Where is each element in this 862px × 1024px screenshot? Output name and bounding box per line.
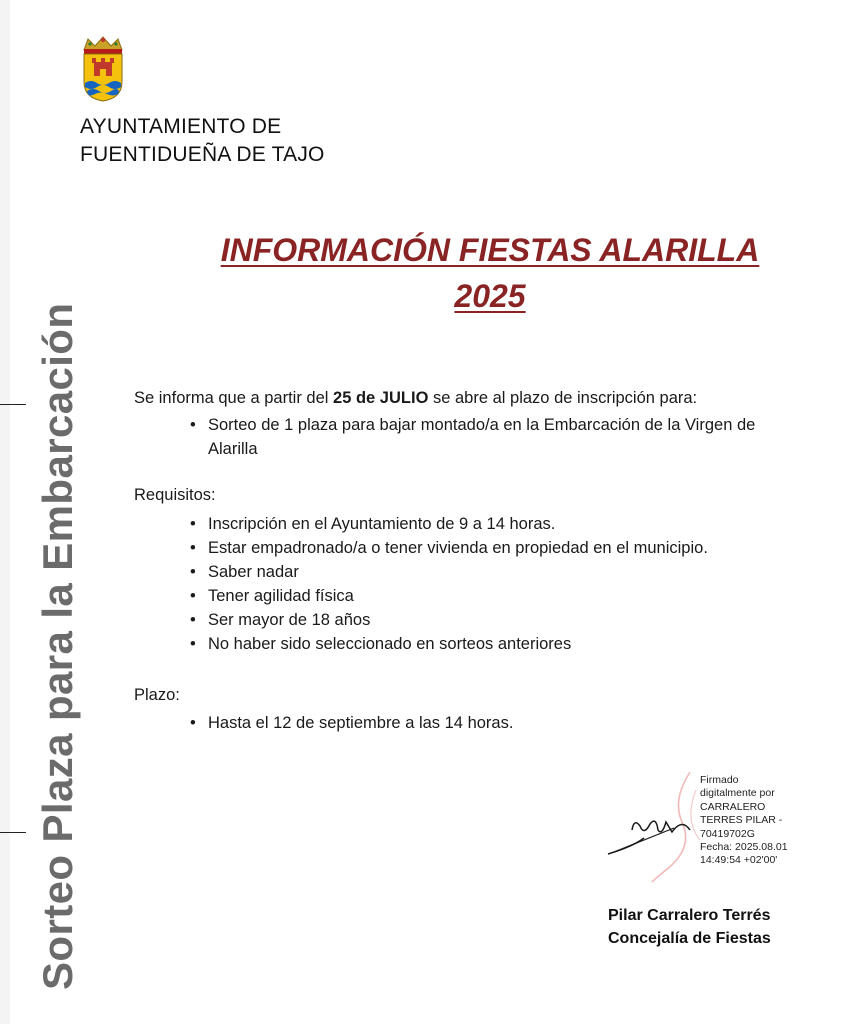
list-item: • Estar empadronado/a o tener vivienda en propiedad en el municipio. [190, 536, 790, 560]
page-edge [0, 0, 10, 1024]
list-item: • Sorteo de 1 plaza para bajar montado/a en la Embarcación de la Virgen de Alarilla [190, 413, 790, 461]
intro-date: 25 de JULIO [333, 389, 429, 407]
digital-signature-stamp [700, 774, 810, 868]
intro-after: se abre al plazo de inscripción para: [428, 389, 698, 407]
plazo-label: Plazo: [134, 686, 180, 704]
signer-block [608, 904, 771, 950]
list-item: • Ser mayor de 18 años [190, 608, 790, 632]
requisitos-label: Requisitos: [134, 486, 216, 504]
fold-mark [0, 404, 26, 405]
signer-name: Pilar Carralero Terrés [608, 907, 771, 924]
intro-before: Se informa que a partir del [134, 389, 334, 407]
organization-name [80, 113, 325, 169]
list-item: • No haber sido seleccionado en sorteos anteriores [190, 632, 790, 656]
list-item: • Tener agilidad física [190, 584, 790, 608]
coat-of-arms-icon [78, 36, 128, 102]
signature-line: 70419702G [700, 827, 755, 840]
sorteo-list [190, 413, 790, 461]
plazo-list [190, 711, 790, 735]
list-item: • Inscripción en el Ayuntamiento de 9 a 14 horas. [190, 512, 790, 536]
list-item: • Hasta el 12 de septiembre a las 14 horas. [190, 711, 790, 735]
signature-line: digitalmente por [700, 787, 775, 800]
org-line-2: FUENTIDUEÑA DE TAJO [80, 143, 325, 166]
signature-line: TERRES PILAR - [700, 814, 783, 827]
requisitos-list [190, 512, 790, 656]
signature-line: 14:49:54 +02'00' [700, 854, 778, 867]
list-item: • Saber nadar [190, 560, 790, 584]
signature-line: Fecha: 2025.08.01 [700, 841, 788, 854]
signature-line: CARRALERO [700, 800, 766, 813]
page-title: INFORMACIÓN FIESTAS ALARILLA [220, 232, 760, 268]
signer-role: Concejalía de Fiestas [608, 930, 771, 947]
fold-mark [0, 832, 26, 833]
org-line-1: AYUNTAMIENTO DE [80, 115, 282, 138]
page-title-year: 2025 [454, 278, 526, 314]
signature-line: Firmado [700, 774, 739, 786]
side-title: Sorteo Plaza para la Embarcación [34, 302, 81, 990]
intro-paragraph [134, 386, 814, 410]
